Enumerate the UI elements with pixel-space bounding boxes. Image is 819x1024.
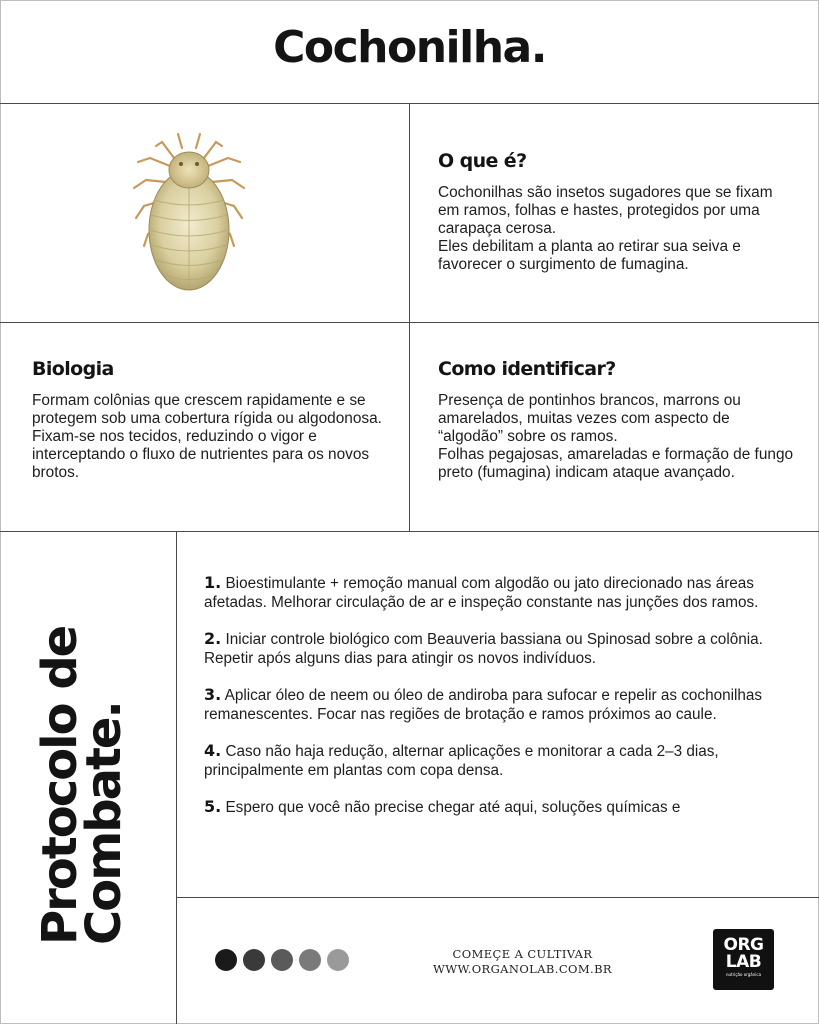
- website-link[interactable]: WWW.ORGANOLAB.COM.BR: [433, 962, 612, 976]
- step-text: Caso não haja redução, alternar aplicações e monitorar a cada 2–3 dias, principalmente em plantas com copa densa.: [204, 743, 719, 779]
- logo-tagline: nutrição orgânica: [725, 972, 762, 977]
- biology-paragraph-1: Formam colônias que crescem rapidamente e se protegem sob uma cobertura rígida ou algodonosa.: [32, 392, 382, 427]
- biology-paragraph-2: Fixam-se nos tecidos, reduzindo o vigor e interceptando o fluxo de nutrientes para os novos brotos.: [32, 428, 370, 481]
- step-number: 2.: [204, 629, 222, 648]
- cta-line-1: COMEÇE A CULTIVAR: [452, 947, 593, 961]
- step-number: 5.: [204, 797, 222, 816]
- protocol-step: [204, 574, 794, 612]
- identify-body: [438, 392, 798, 482]
- dot-indicator: [215, 949, 237, 971]
- step-number: 1.: [204, 573, 222, 592]
- protocol-title-line-2: Combate.: [76, 702, 132, 945]
- identify-heading: Como identificar?: [438, 358, 616, 380]
- identify-paragraph-1: Presença de pontinhos brancos, marrons ou amarelados, muitas vezes com aspecto de “algodão” sobre os ramos.: [438, 392, 741, 445]
- step-number: 3.: [204, 685, 222, 704]
- dot-indicator: [243, 949, 265, 971]
- mealybug-illustration: [124, 130, 254, 298]
- page-title: Cochonilha.: [273, 22, 546, 73]
- protocol-step: [204, 630, 794, 668]
- step-text: Aplicar óleo de neem ou óleo de andiroba para sufocar e repelir as cochonilhas remanescentes. Focar nas regiões de brotação e ramos próximos ao caule.: [204, 687, 763, 723]
- divider-footer: [176, 897, 819, 898]
- page-indicator-dots: [215, 949, 349, 971]
- identify-paragraph-2: Folhas pegajosas, amareladas e formação de fungo preto (fumagina) indicam ataque avançado.: [438, 446, 794, 481]
- orglab-logo: [713, 929, 774, 990]
- what-body: [438, 184, 798, 274]
- divider-protocol: [176, 531, 177, 1024]
- dot-indicator: [271, 949, 293, 971]
- what-heading: O que é?: [438, 150, 527, 172]
- biology-heading: Biologia: [32, 358, 114, 380]
- step-text: Iniciar controle biológico com Beauveria bassiana ou Spinosad sobre a colônia. Repetir após alguns dias para atingir os novos indivíduos.: [204, 631, 763, 667]
- protocol-step: [204, 798, 794, 818]
- call-to-action: [420, 947, 625, 977]
- what-paragraph-1: Cochonilhas são insetos sugadores que se fixam em ramos, folhas e hastes, protegidos por uma carapaça cerosa.: [438, 184, 773, 237]
- protocol-title: [32, 626, 132, 945]
- logo-line-1: ORG: [723, 935, 764, 955]
- divider-center: [409, 103, 410, 531]
- step-number: 4.: [204, 741, 222, 760]
- step-text: Bioestimulante + remoção manual com algodão ou jato direcionado nas áreas afetadas. Melhorar circulação de ar e inspeção constante nas junções dos ramos.: [204, 575, 759, 611]
- biology-body: [32, 392, 382, 482]
- dot-indicator: [327, 949, 349, 971]
- protocol-title-line-1: Protocolo de: [32, 626, 88, 945]
- protocol-step: [204, 686, 794, 724]
- protocol-step: [204, 742, 794, 780]
- dot-indicator: [299, 949, 321, 971]
- protocol-steps: [204, 574, 794, 836]
- what-paragraph-2: Eles debilitam a planta ao retirar sua seiva e favorecer o surgimento de fumagina.: [438, 238, 741, 273]
- logo-line-2: LAB: [725, 952, 762, 972]
- divider-row2: [0, 531, 819, 532]
- step-text: Espero que você não precise chegar até aqui, soluções químicas e: [225, 799, 681, 816]
